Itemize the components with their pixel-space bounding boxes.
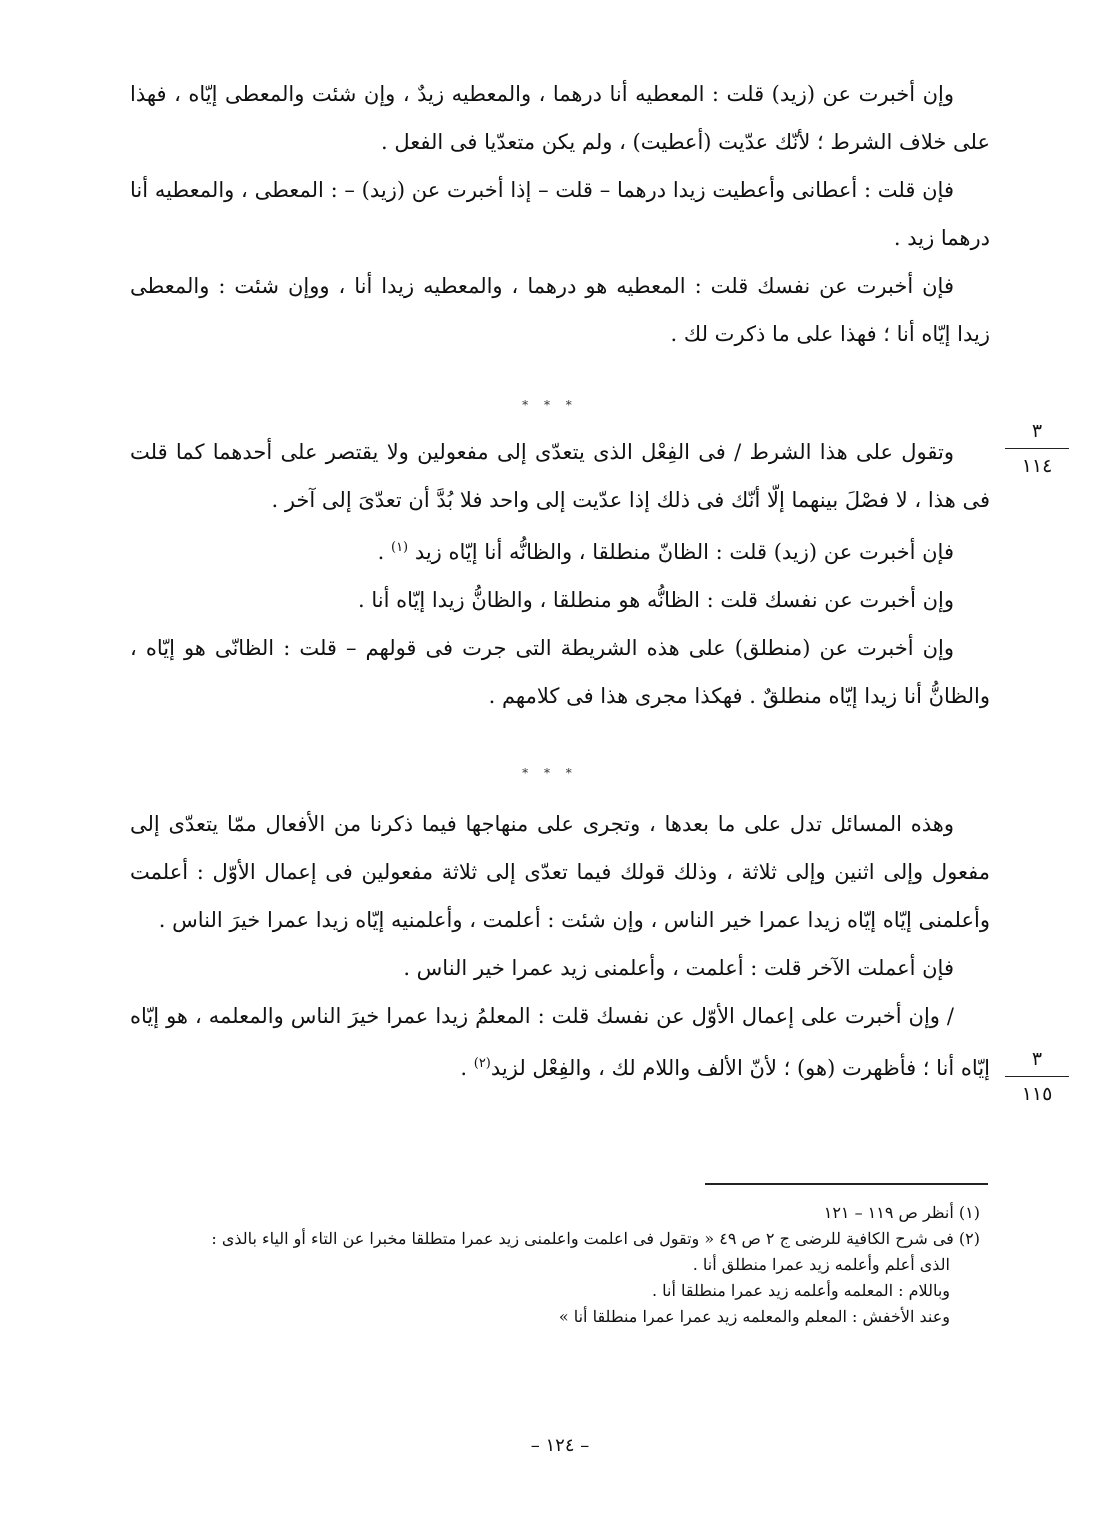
middle-text [130,428,990,720]
paragraph: فإن أخبرت عن (زيد) قلت : الظانّ منطلقا ، والظانُّه أنا إيّاه زيد $^{(١)}$ . [377,540,954,564]
margin-reference-volume: ٣ [1031,1048,1043,1070]
footnote-reference: (١) [390,540,409,555]
margin-reference [1005,418,1069,479]
paragraph: وإن أخبرت عن (منطلق) على هذه الشريطة التى جرت فى قولهم – قلت : الظانّى هو إيّاه ، والظانُّ أنا زيدا إيّاه منطلقٌ . فهكذا مجرى هذا فى كلامهم . [130,636,990,708]
section-separator: * * * [522,398,578,412]
footnote-reference: (٢) [473,1056,491,1071]
top-text [130,70,990,358]
margin-divider [1005,1076,1069,1077]
bottom-text [130,800,990,1092]
footnote: (١) أنظر ص ١١٩ – ١٢١ [823,1203,980,1222]
footnote-line: وباللام : المعلمه وأعلمه زيد عمرا منطلقا أنا . [651,1281,950,1300]
paragraph-text: فإن أخبرت عن (زيد) قلت : الظانّ منطلقا ، والظانُّه أنا إيّاه زيد [414,540,954,564]
paragraph: فإن أعملت الآخر قلت : أعلمت ، وأعلمنى زيد عمرا خير الناس . [403,956,954,980]
margin-divider [1005,448,1069,449]
footnotes [135,1200,990,1330]
paragraph: وإن أخبرت عن نفسك قلت : الظانُّه هو منطلقا ، والظانُّ زيدا إيّاه أنا . [357,588,954,612]
margin-reference-page: ١١٤ [1021,455,1053,477]
margin-reference [1005,1046,1069,1107]
margin-reference-volume: ٣ [1031,420,1043,442]
footnote-line: الذى أعلم وأعلمه زيد عمرا منطلق أنا . [692,1255,950,1274]
footnote-divider [705,1183,988,1185]
paragraph-text: / وإن أخبرت على إعمال الأوّل عن نفسك قلت : المعلمُ زيدا عمرا خيرَ الناس والمعلمه ، هو إيّاه إيّاه أنا ؛ فأظهرت (هو) ؛ لأنّ الألف واللام لك ، والفِعْل لزيد [130,1004,990,1080]
paragraph [130,992,990,1092]
margin-reference-page: ١١٥ [1021,1083,1053,1105]
paragraph: وهذه المسائل تدل على ما بعدها ، وتجرى على منهاجها فيما ذكرنا من الأفعال ممّا يتعدّى إلى مفعول وإلى اثنين وإلى ثلاثة ، وذلك قولك فيما تعدّى إلى ثلاثة مفعولين فى إعمال الأوّل : أعلمت وأعلمنى إيّاه إيّاه زيدا عمرا خير الناس ، وإن شئت : أعلمت ، وأعلمنيه إيّاه زيدا عمرا خيرَ الناس . [130,812,990,932]
footnote-line: وعند الأخفش : المعلم والمعلمه زيد عمرا عمرا منطلقا أنا » [558,1307,950,1326]
paragraph: فإن قلت : أعطانى وأعطيت زيدا درهما – قلت – إذا أخبرت عن (زيد) – : المعطى ، والمعطيه أنا درهما زيد . [130,178,990,250]
paragraph: وإن أخبرت عن (زيد) قلت : المعطيه أنا درهما ، والمعطيه زيدٌ ، وإن شئت والمعطى إيّاه ، فهذا على خلاف الشرط ؛ لأنّك عدّيت (أعطيت) ، ولم يكن متعدّيا فى الفعل . [130,82,990,154]
section-separator: * * * [522,766,578,780]
page-number: – ١٢٤ – [530,1435,590,1456]
sentence-end: . [460,1056,474,1080]
paragraph: وتقول على هذا الشرط / فى الفِعْل الذى يتعدّى إلى مفعولين ولا يقتصر على أحدهما كما قلت فى هذا ، لا فصْلَ بينهما إلّا أنّك فى ذلك إذا عدّيت إلى واحد فلا بُدَّ أن تعدّىَ إلى آخر . [130,440,990,512]
footnote: (٢) فى شرح الكافية للرضى ج ٢ ص ٤٩ « وتقول فى اعلمت واعلمنى زيد عمرا متطلقا مخبرا عن التاء أو الياء بالذى : [211,1229,980,1248]
paragraph: فإن أخبرت عن نفسك قلت : المعطيه هو درهما ، والمعطيه زيدا أنا ، ووإن شئت : والمعطى زيدا إيّاه أنا ؛ فهذا على ما ذكرت لك . [130,274,990,346]
